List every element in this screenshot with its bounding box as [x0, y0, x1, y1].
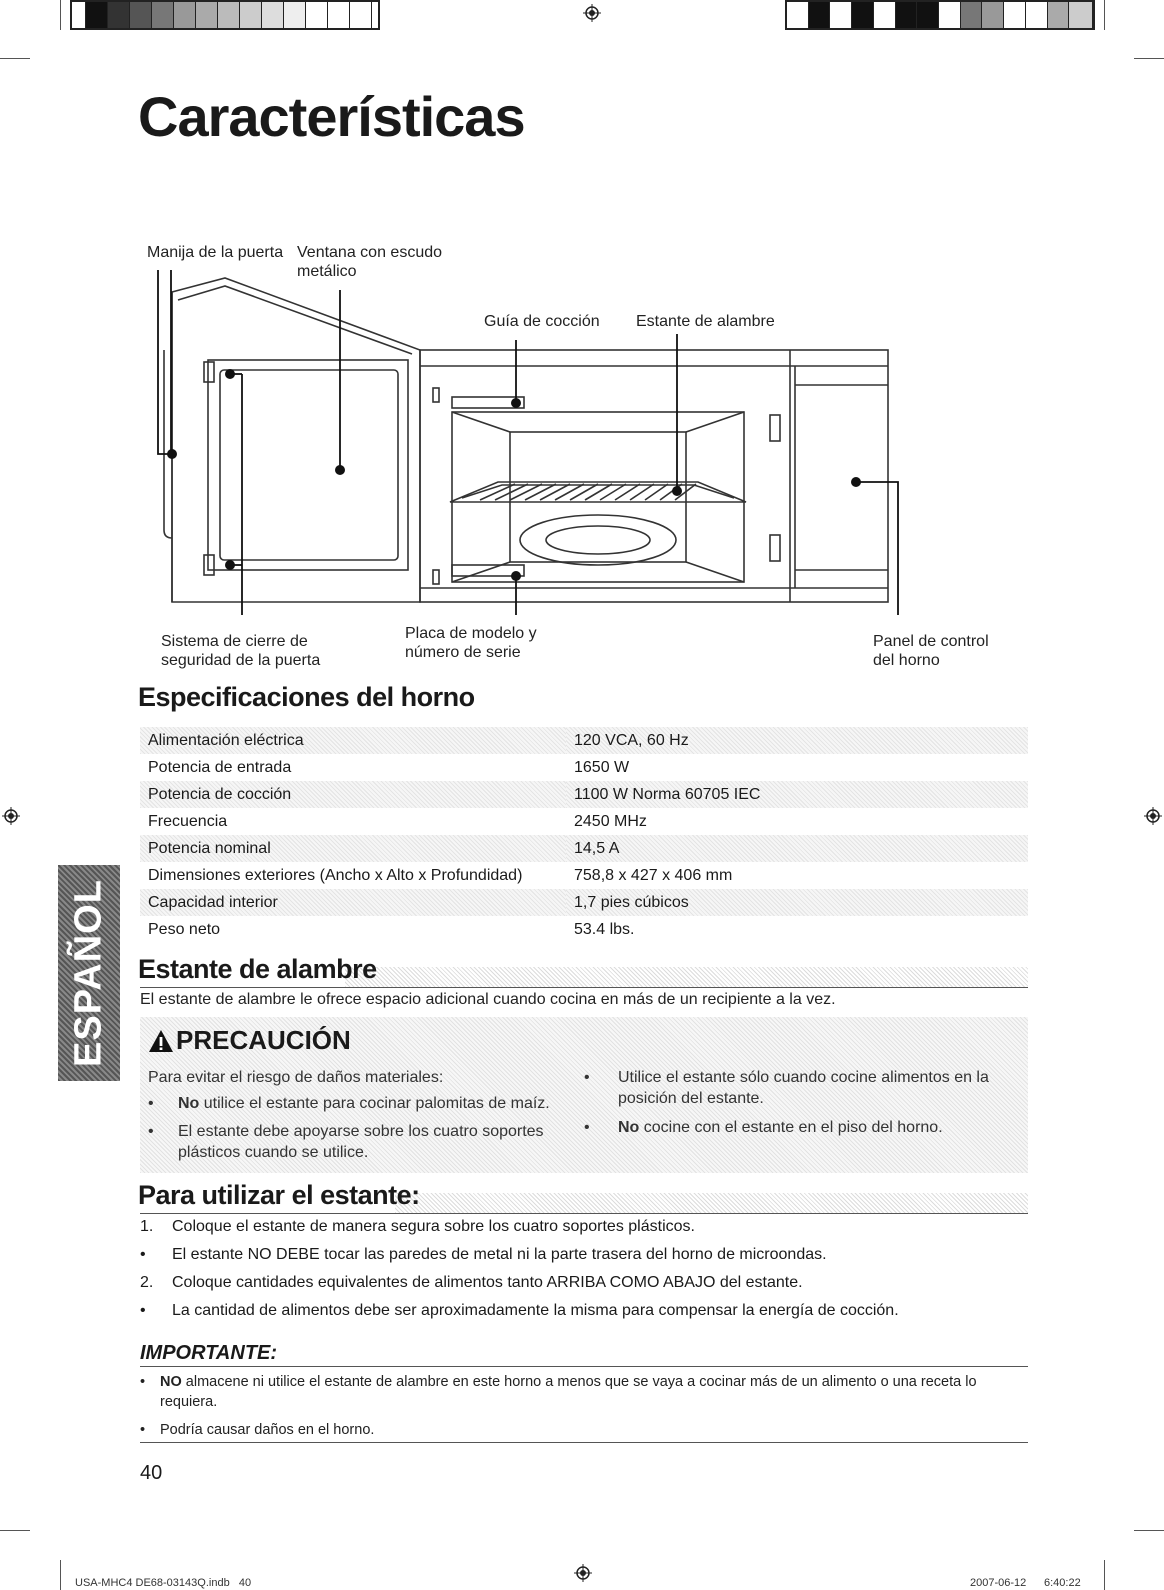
label-window: Ventana con escudo metálico — [297, 244, 443, 280]
caution-intro: Para evitar el riesgo de daños materiales: — [148, 1069, 444, 1086]
spec-label: Potencia de cocción — [140, 781, 566, 808]
table-row — [140, 862, 1028, 889]
list-item-continued: posición del estante. — [618, 1090, 764, 1107]
spec-value: 120 VCA, 60 Hz — [566, 727, 1028, 754]
spec-label: Frecuencia — [148, 812, 228, 830]
page-title: Características — [138, 85, 525, 148]
spec-label: Capacidad interior — [140, 889, 566, 916]
table-row — [140, 835, 1028, 862]
list-marker: • — [140, 1302, 146, 1319]
crop-mark — [1134, 58, 1164, 59]
list-item-continued: plásticos cuando se utilice. — [178, 1144, 369, 1161]
divider — [140, 1213, 1028, 1214]
list-item: • No cocine con el estante en el piso del horno. — [584, 1119, 943, 1136]
crop-mark — [1104, 1560, 1105, 1590]
label-cooking-guide: Guía de cocción — [484, 313, 600, 330]
registration-target-icon — [1144, 807, 1162, 825]
open-door-drawing — [164, 278, 420, 602]
spec-value: 14,5 A — [566, 835, 1028, 862]
table-row — [140, 781, 1028, 808]
rack-heading: Estante de alambre — [138, 954, 377, 984]
warning-icon — [148, 1029, 174, 1053]
spec-label: Potencia nominal — [140, 835, 566, 862]
spec-value: 1650 W — [574, 758, 630, 776]
crop-mark — [60, 1560, 61, 1590]
list-item: • El estante NO DEBE tocar las paredes de metal ni la parte trasera del horno de microondas. — [140, 1246, 1020, 1274]
table-row — [140, 916, 1028, 943]
crop-mark — [1104, 0, 1105, 30]
table-row — [140, 889, 1028, 916]
registration-bar-left — [70, 0, 380, 30]
crop-mark — [0, 1530, 30, 1531]
microwave-body-drawing — [420, 350, 888, 602]
list-marker: 2. — [140, 1274, 154, 1291]
caution-title: PRECAUCIÓN — [176, 1025, 351, 1055]
caution-box — [140, 1017, 1028, 1173]
heading-stripe — [395, 1193, 1028, 1213]
crop-mark — [1134, 1530, 1164, 1531]
label-model-plate: Placa de modelo y número de serie — [405, 625, 537, 661]
list-item: • Utilice el estante sólo cuando cocine alimentos en la — [584, 1069, 989, 1086]
label-control-panel: Panel de control del horno — [873, 633, 989, 669]
table-row — [140, 727, 1028, 754]
language-tab: ESPAÑOL — [58, 865, 120, 1081]
list-item: • Podría causar daños en el horno. — [140, 1422, 375, 1438]
registration-target-icon — [2, 807, 20, 825]
callout-dots — [167, 369, 861, 581]
table-row — [140, 754, 1028, 781]
label-door-handle: Manija de la puerta — [147, 244, 284, 261]
usage-heading: Para utilizar el estante: — [138, 1180, 420, 1210]
specs-heading: Especificaciones del horno — [138, 682, 475, 712]
important-heading: IMPORTANTE: — [140, 1342, 278, 1364]
spec-value: 2450 MHz — [574, 812, 647, 830]
list-item: • El estante debe apoyarse sobre los cuatro soportes — [148, 1123, 544, 1140]
registration-bar-right — [785, 0, 1095, 30]
registration-target-icon — [583, 4, 601, 22]
spec-value: 758,8 x 427 x 406 mm — [574, 866, 733, 884]
no-emphasis: No — [618, 1119, 640, 1136]
footer-time: 6:40:22 — [1044, 1577, 1081, 1589]
footer-date: 2007-06-12 — [970, 1577, 1027, 1589]
divider — [140, 987, 1028, 988]
no-emphasis: NO — [160, 1374, 182, 1390]
spec-value: 53.4 lbs. — [574, 920, 635, 938]
usage-steps — [140, 1218, 1020, 1330]
list-item: 1. Coloque el estante de manera segura sobre los cuatro soportes plásticos. — [140, 1218, 1020, 1246]
list-marker: 1. — [140, 1218, 154, 1235]
no-emphasis: No — [178, 1095, 200, 1112]
spec-value: 1100 W Norma 60705 IEC — [566, 781, 1028, 808]
table-row — [140, 808, 1028, 835]
specs-table — [140, 727, 1028, 943]
page-number: 40 — [140, 1462, 163, 1484]
rack-description: El estante de alambre le ofrece espacio adicional cuando cocina en más de un recipiente a la vez. — [140, 991, 836, 1008]
spec-label: Dimensiones exteriores (Ancho x Alto x Profundidad) — [148, 866, 523, 884]
label-door-lock: Sistema de cierre de seguridad de la puerta — [161, 633, 321, 669]
spec-label: Alimentación eléctrica — [140, 727, 566, 754]
spec-label: Potencia de entrada — [148, 758, 292, 776]
footer-filename: USA-MHC4 DE68-03143Q.indb 40 — [75, 1577, 252, 1589]
heading-stripe — [345, 967, 1028, 987]
crop-mark — [60, 0, 61, 30]
crop-mark — [0, 58, 30, 59]
spec-label: Peso neto — [148, 920, 221, 938]
registration-target-icon — [574, 1564, 592, 1582]
spec-value: 1,7 pies cúbicos — [566, 889, 1028, 916]
list-item: • NO almacene ni utilice el estante de alambre en este horno a menos que se vaya a cocinar más de un alimento o una receta lo requiera. — [140, 1374, 977, 1410]
list-item: • No utilice el estante para cocinar palomitas de maíz. — [148, 1095, 550, 1112]
divider — [140, 1366, 1028, 1367]
label-wire-rack: Estante de alambre — [636, 313, 775, 330]
list-marker: • — [140, 1246, 146, 1263]
list-item: • La cantidad de alimentos debe ser aproximadamente la misma para compensar la energía de cocción. — [140, 1302, 1020, 1330]
list-item: 2. Coloque cantidades equivalentes de alimentos tanto ARRIBA COMO ABAJO del estante. — [140, 1274, 1020, 1302]
divider — [140, 1442, 1028, 1443]
